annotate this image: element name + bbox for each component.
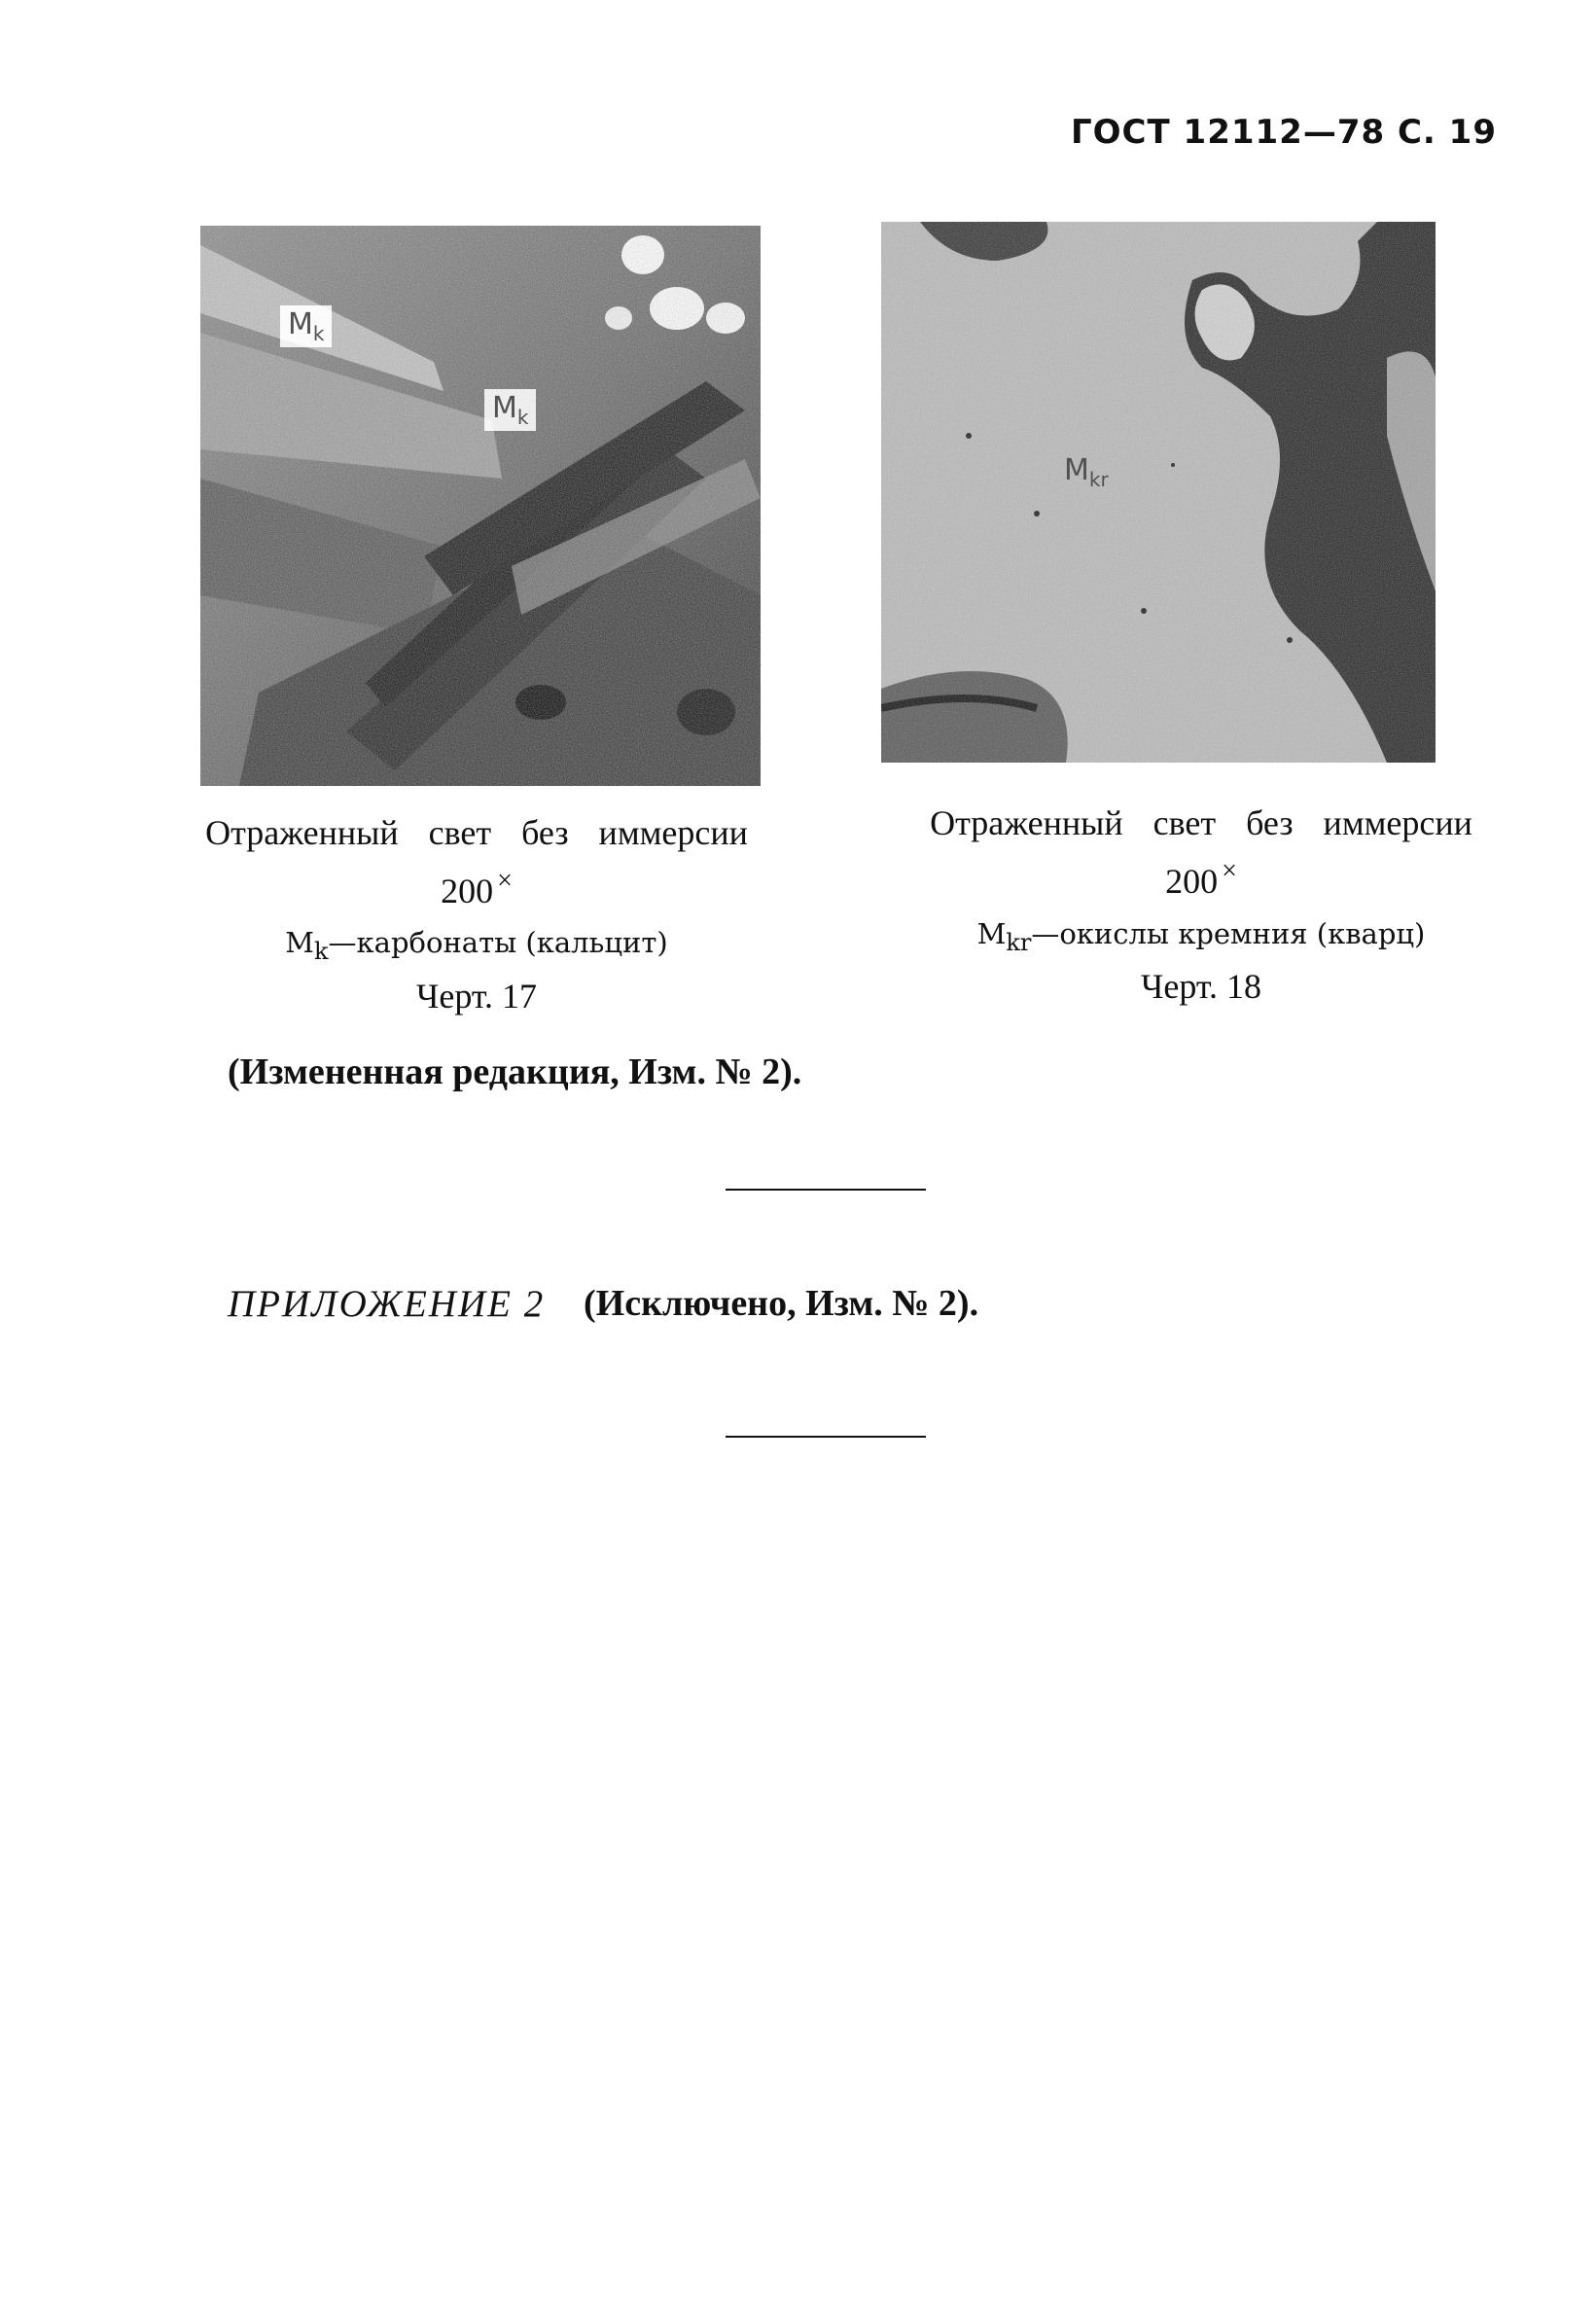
- fig18-magnification-value: 200: [1165, 862, 1219, 901]
- mineral-label-mk-2: $M_k$: [484, 389, 536, 431]
- amendment-note: (Измененная редакция, Изм. № 2).: [228, 1052, 802, 1092]
- separator-rule-2: [726, 1436, 926, 1438]
- fig17-light-caption: Отраженный свет без иммерсии: [205, 813, 748, 852]
- separator-rule-1: [726, 1189, 926, 1191]
- appendix-title: ПРИЛОЖЕНИЕ 2: [228, 1283, 546, 1325]
- fig18-legend: [895, 917, 1507, 956]
- fig18-legend-sub: kr: [1006, 928, 1032, 956]
- fig17-legend-sub: k: [314, 937, 329, 965]
- micrograph-18: [881, 222, 1436, 763]
- fig18-caption: Черт. 18: [1141, 967, 1261, 1006]
- mineral-label-mk-1: $M_k$: [280, 305, 332, 347]
- micrograph-17: [200, 226, 761, 786]
- fig17-legend: [165, 926, 788, 965]
- fig17-legend-text: —карбонаты (кальцит): [328, 926, 668, 959]
- fig18-magnification-symbol: ×: [1222, 856, 1237, 886]
- fig17-magnification: [165, 866, 788, 910]
- fig18-light-caption: Отраженный свет без иммерсии: [930, 803, 1472, 842]
- fig17-caption: Черт. 17: [416, 977, 537, 1016]
- fig17-legend-symbol: M: [285, 926, 314, 959]
- fig17-magnification-value: 200: [441, 872, 494, 910]
- fig17-magnification-symbol: ×: [497, 866, 513, 896]
- fig18-legend-text: —окислы кремния (кварц): [1031, 917, 1426, 950]
- mineral-label-mkr: $M_{kr}$: [1064, 453, 1109, 491]
- fig18-legend-symbol: M: [976, 917, 1007, 950]
- fig18-magnification: [895, 856, 1507, 901]
- micrograph-18-image: [881, 222, 1436, 763]
- page-header: ГОСТ 12112—78 С. 19: [1070, 113, 1497, 152]
- appendix-note: (Исключено, Изм. № 2).: [584, 1283, 979, 1324]
